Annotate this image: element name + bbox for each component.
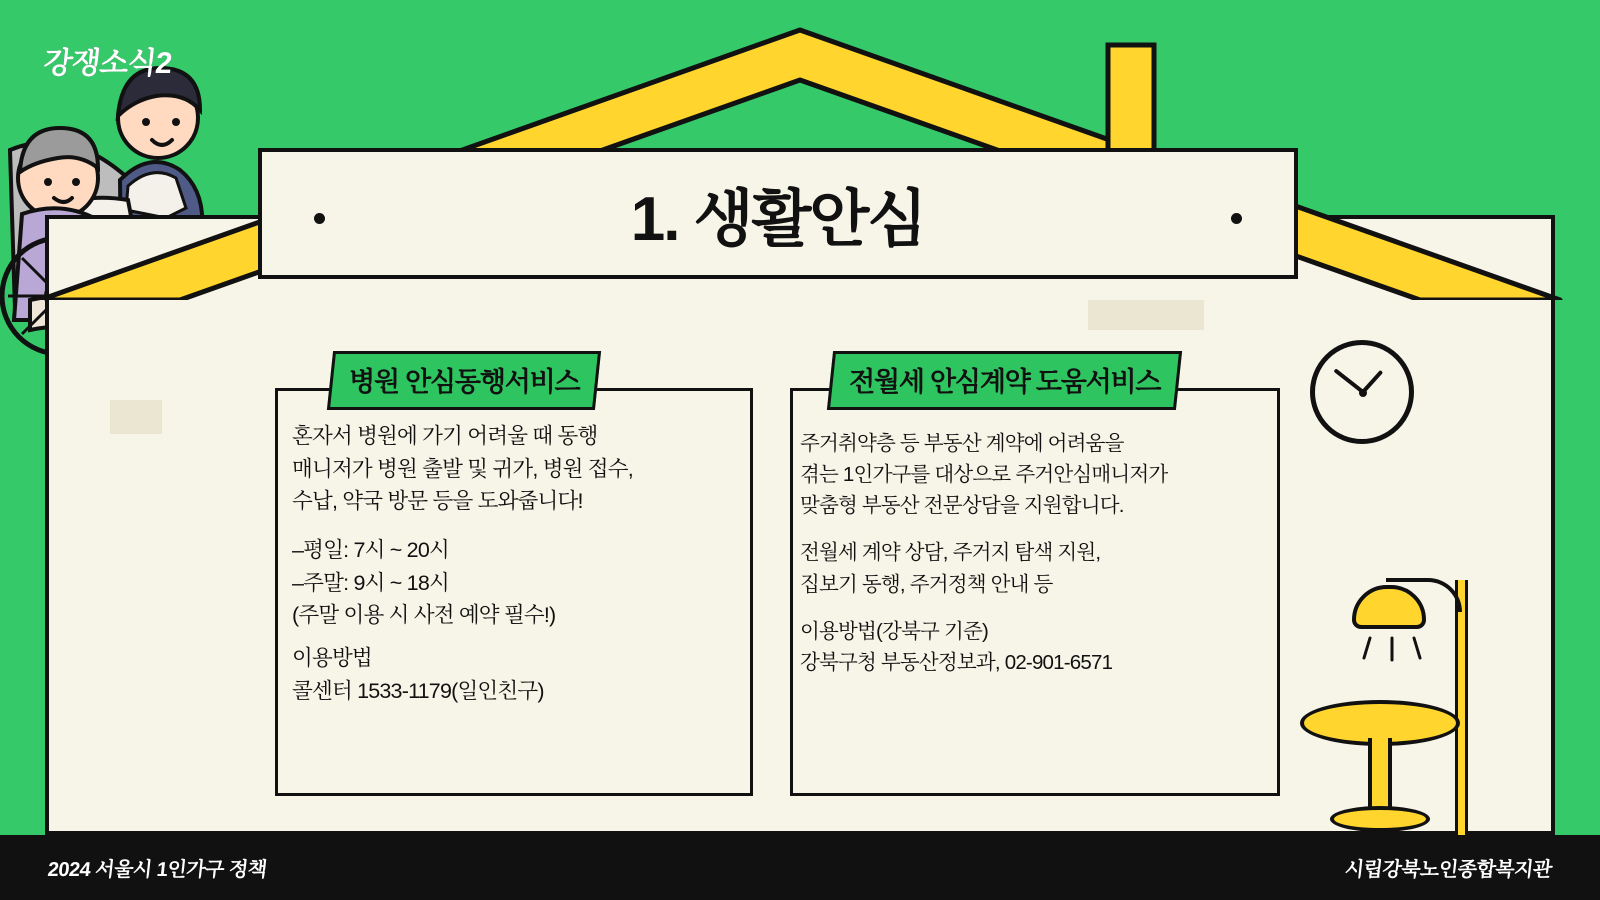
paragraph: 이용방법(강북구 기준) 강북구청 부동산정보과, 02-901-6571 — [800, 619, 1113, 674]
footer-bar — [0, 835, 1600, 900]
table-base — [1330, 806, 1430, 832]
footer-left-text: 2024 서울시 1인가구 정책 — [46, 859, 268, 881]
paragraph: 주거취약층 등 부동산 계약에 어려움을 겪는 1인가구를 대상으로 주거안심매니저가 맞춤형 부동산 전문상담을 지원합니다. — [800, 432, 1168, 518]
wall-patch-left — [110, 400, 162, 434]
card-body-lease-contract-help — [800, 428, 1280, 694]
plate-dot-right — [1231, 213, 1242, 224]
table-leg — [1368, 738, 1392, 816]
clock-icon — [1310, 340, 1414, 444]
paragraph: 이용방법 콜센터 1533-1179(일인친구) — [292, 646, 544, 703]
lamp-pole — [1455, 580, 1468, 835]
card-body-hospital-companion — [292, 420, 744, 723]
card-title-lease-contract-help: 전월세 안심계약 도움서비스 — [827, 351, 1182, 410]
plate-dot-left — [314, 213, 325, 224]
paragraph: 혼자서 병원에 가기 어려울 때 동행 매니저가 병원 출발 및 귀가, 병원 접수, 수납, 약국 방문 등을 도와줍니다! — [292, 424, 633, 514]
paragraph: –평일: 7시 ~ 20시 –주말: 9시 ~ 18시 (주말 이용 시 사전 예약 필수!) — [292, 538, 556, 628]
wall-patch-right — [1088, 300, 1204, 330]
page-title: 1. 생활안심 — [630, 185, 926, 254]
card-title-hospital-companion: 병원 안심동행서비스 — [327, 351, 601, 410]
lamp-light-rays — [1362, 636, 1422, 664]
title-plate — [258, 148, 1298, 279]
footer-right-text: 시립강북노인종합복지관 — [1343, 859, 1553, 881]
brand-label: 강쟁소식2 — [41, 47, 173, 80]
paragraph: 전월세 계약 상담, 주거지 탐색 지원, 집보기 동행, 주거정책 안내 등 — [800, 541, 1101, 596]
